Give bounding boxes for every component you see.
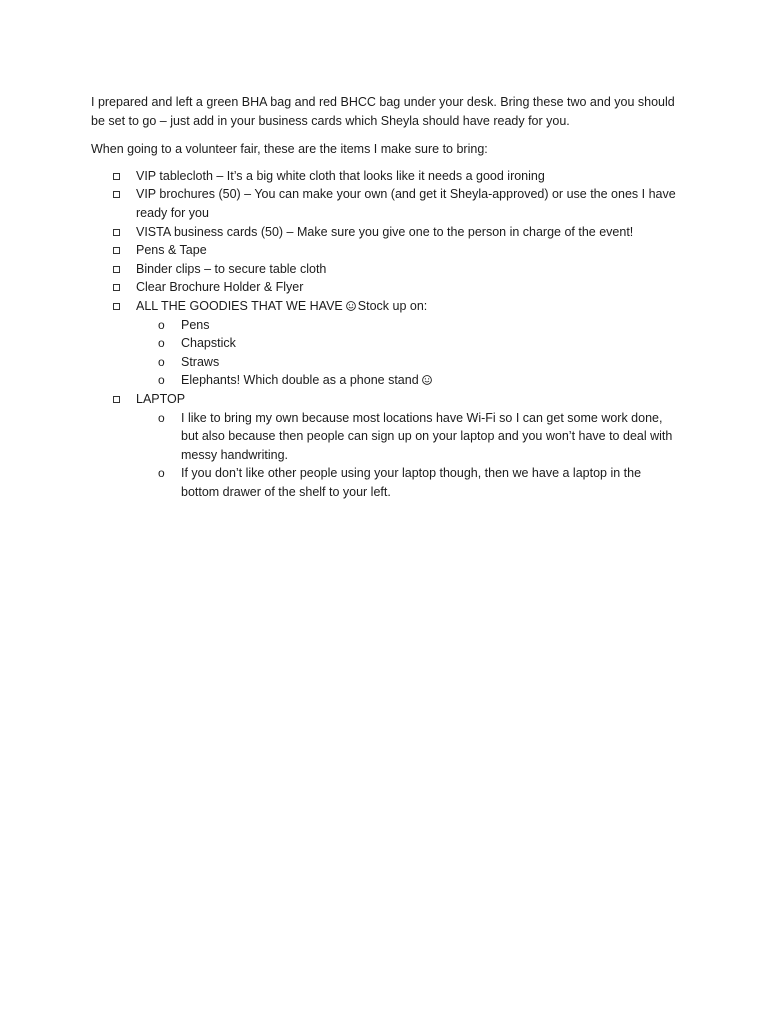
laptop-heading: LAPTOP — [136, 391, 186, 406]
checklist-item — [91, 167, 681, 186]
circle-bullet-icon: o — [158, 317, 165, 332]
square-bullet-icon — [113, 303, 120, 310]
item-text: VIP brochures (50) – You can make your own (and get it Sheyla-approved) or use the ones I have ready for you — [136, 187, 676, 220]
checklist-item — [91, 185, 681, 222]
laptop-item-text: If you don’t like other people using your laptop though, then we have a laptop in the bottom drawer of the shelf to your left. — [181, 466, 642, 499]
circle-bullet-icon: o — [158, 336, 165, 351]
item-text: VIP tablecloth – It’s a big white cloth that looks like it needs a good ironing — [136, 168, 545, 183]
checklist-item — [91, 223, 681, 242]
item-text: Clear Brochure Holder & Flyer — [136, 280, 304, 295]
goodies-stock-up: Stock up on: — [357, 298, 428, 313]
goodies-item — [136, 371, 681, 390]
goodies-item-text: Straws — [181, 354, 220, 369]
laptop-item — [136, 409, 681, 465]
smiley-face-icon — [422, 375, 432, 385]
item-text: VISTA business cards (50) – Make sure you give one to the person in charge of the event! — [136, 224, 634, 239]
square-bullet-icon — [113, 191, 120, 198]
document-body — [91, 93, 681, 501]
circle-bullet-icon: o — [158, 354, 165, 369]
goodies-item-text: Elephants! Which double as a phone stand — [181, 373, 419, 388]
goodies-item-text: Pens — [181, 317, 210, 332]
goodies-item-text: Chapstick — [181, 336, 236, 351]
goodies-item — [136, 334, 681, 353]
goodies-list — [136, 316, 681, 390]
square-bullet-icon — [113, 173, 120, 180]
goodies-heading: ALL THE GOODIES THAT WE HAVE — [136, 298, 343, 313]
item-text: Pens & Tape — [136, 243, 207, 258]
square-bullet-icon — [113, 396, 120, 403]
lead-paragraph: When going to a volunteer fair, these are the items I make sure to bring: — [91, 142, 488, 157]
goodies-item — [136, 316, 681, 335]
intro-paragraph: I prepared and left a green BHA bag and red BHCC bag under your desk. Bring these two and you should be set to go – just add in your business cards which Sheyla should have ready for you. — [91, 95, 675, 128]
item-text: Binder clips – to secure table cloth — [136, 261, 327, 276]
checklist-item — [91, 278, 681, 297]
square-bullet-icon — [113, 247, 120, 254]
circle-bullet-icon: o — [158, 466, 165, 481]
square-bullet-icon — [113, 266, 120, 273]
square-bullet-icon — [113, 229, 120, 236]
laptop-item-text: I like to bring my own because most locations have Wi-Fi so I can get some work done, but also because then people can sign up on your laptop and you won’t have to deal with messy handwriting. — [181, 410, 673, 462]
laptop-list — [136, 409, 681, 502]
circle-bullet-icon: o — [158, 410, 165, 425]
goodies-item — [136, 353, 681, 372]
checklist — [91, 167, 681, 502]
checklist-item-laptop — [91, 390, 681, 502]
checklist-item — [91, 260, 681, 279]
laptop-item — [136, 464, 681, 501]
smiley-face-icon — [346, 301, 356, 311]
checklist-item-goodies — [91, 297, 681, 390]
circle-bullet-icon: o — [158, 373, 165, 388]
square-bullet-icon — [113, 284, 120, 291]
checklist-item — [91, 241, 681, 260]
